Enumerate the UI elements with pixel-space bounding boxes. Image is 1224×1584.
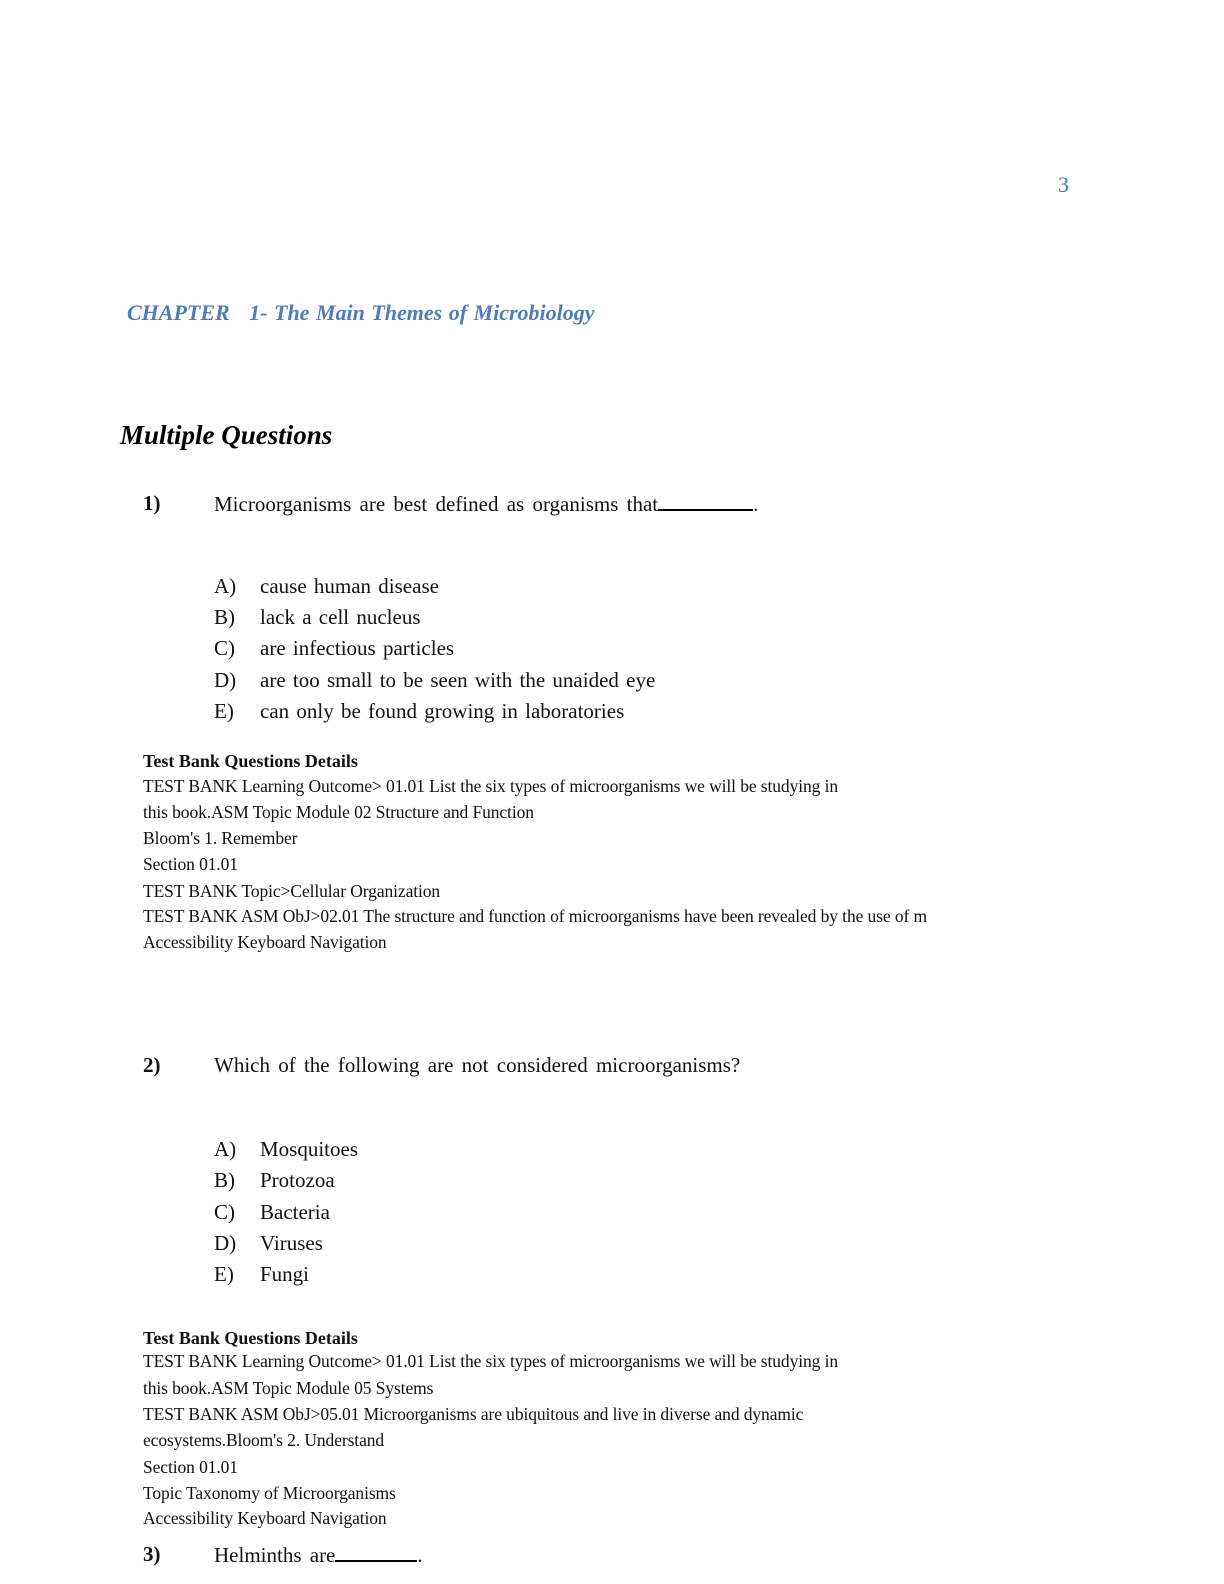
question-number: 1) — [143, 491, 161, 515]
detail-line: TEST BANK Learning Outcome> 01.01 List the six types of microorganisms we will be studying in — [143, 776, 838, 796]
option-letter: C) — [214, 1200, 235, 1224]
option-item — [214, 1231, 323, 1256]
answer-blank — [658, 491, 753, 511]
option-letter: D) — [214, 668, 237, 692]
detail-line: Topic Taxonomy of Microorganisms — [143, 1483, 396, 1503]
option-text: can only be found growing in laboratories — [260, 699, 625, 723]
option-letter: B) — [214, 1168, 235, 1192]
question-text-body: Microorganisms are best defined as organisms that — [214, 492, 659, 516]
option-letter: B) — [214, 605, 235, 629]
option-item — [214, 636, 454, 661]
option-letter: D) — [214, 1231, 237, 1255]
option-text: are too small to be seen with the unaided eye — [260, 668, 656, 692]
answer-blank — [335, 1542, 417, 1562]
details-title: Test Bank Questions Details — [143, 1328, 358, 1348]
question-text-trailing: . — [417, 1543, 423, 1567]
option-item — [214, 1168, 335, 1193]
option-item — [214, 1200, 330, 1225]
question-number: 2) — [143, 1053, 161, 1077]
detail-line: this book.ASM Topic Module 05 Systems — [143, 1378, 434, 1398]
detail-line: TEST BANK ASM ObJ>02.01 The structure and function of microorganisms have been revealed by the use of m — [143, 906, 928, 926]
detail-line: Section 01.01 — [143, 1457, 238, 1477]
option-letter: C) — [214, 636, 235, 660]
option-item — [214, 668, 655, 693]
chapter-title: CHAPTER 1- The Main Themes of Microbiology — [127, 300, 595, 325]
option-text: cause human disease — [260, 574, 439, 598]
option-item — [214, 699, 624, 724]
detail-line: ecosystems.Bloom's 2. Understand — [143, 1430, 385, 1450]
page-number: 3 — [1058, 172, 1069, 197]
option-text: are infectious particles — [260, 636, 455, 660]
option-text: Viruses — [260, 1231, 323, 1255]
detail-line: Bloom's 1. Remember — [143, 828, 298, 848]
question-text-trailing: . — [753, 492, 759, 516]
detail-line: TEST BANK Topic>Cellular Organization — [143, 881, 441, 901]
question-number: 3) — [143, 1542, 161, 1566]
option-letter: E) — [214, 1262, 234, 1286]
question-text — [214, 1542, 423, 1568]
option-item — [214, 605, 421, 630]
option-letter: E) — [214, 699, 234, 723]
detail-line: TEST BANK ASM ObJ>05.01 Microorganisms are ubiquitous and live in diverse and dynamic — [143, 1404, 804, 1424]
details-title: Test Bank Questions Details — [143, 751, 358, 771]
option-text: Fungi — [260, 1262, 310, 1286]
option-text: Protozoa — [260, 1168, 335, 1192]
option-text: Mosquitoes — [260, 1137, 359, 1161]
option-letter: A) — [214, 574, 237, 598]
detail-line: Section 01.01 — [143, 854, 238, 874]
option-item — [214, 1262, 309, 1287]
option-item — [214, 1137, 358, 1162]
option-letter: A) — [214, 1137, 237, 1161]
detail-line: Accessibility Keyboard Navigation — [143, 932, 387, 952]
option-text: lack a cell nucleus — [260, 605, 421, 629]
detail-line: this book.ASM Topic Module 02 Structure and Function — [143, 802, 534, 822]
question-text-body: Helminths are — [214, 1543, 336, 1567]
option-text: Bacteria — [260, 1200, 330, 1224]
section-heading: Multiple Questions — [120, 420, 333, 450]
option-item — [214, 574, 439, 599]
detail-line: Accessibility Keyboard Navigation — [143, 1508, 387, 1528]
question-text: Which of the following are not considered microorganisms? — [214, 1053, 741, 1077]
detail-line: TEST BANK Learning Outcome> 01.01 List the six types of microorganisms we will be studying in — [143, 1351, 838, 1371]
question-text — [214, 491, 758, 517]
